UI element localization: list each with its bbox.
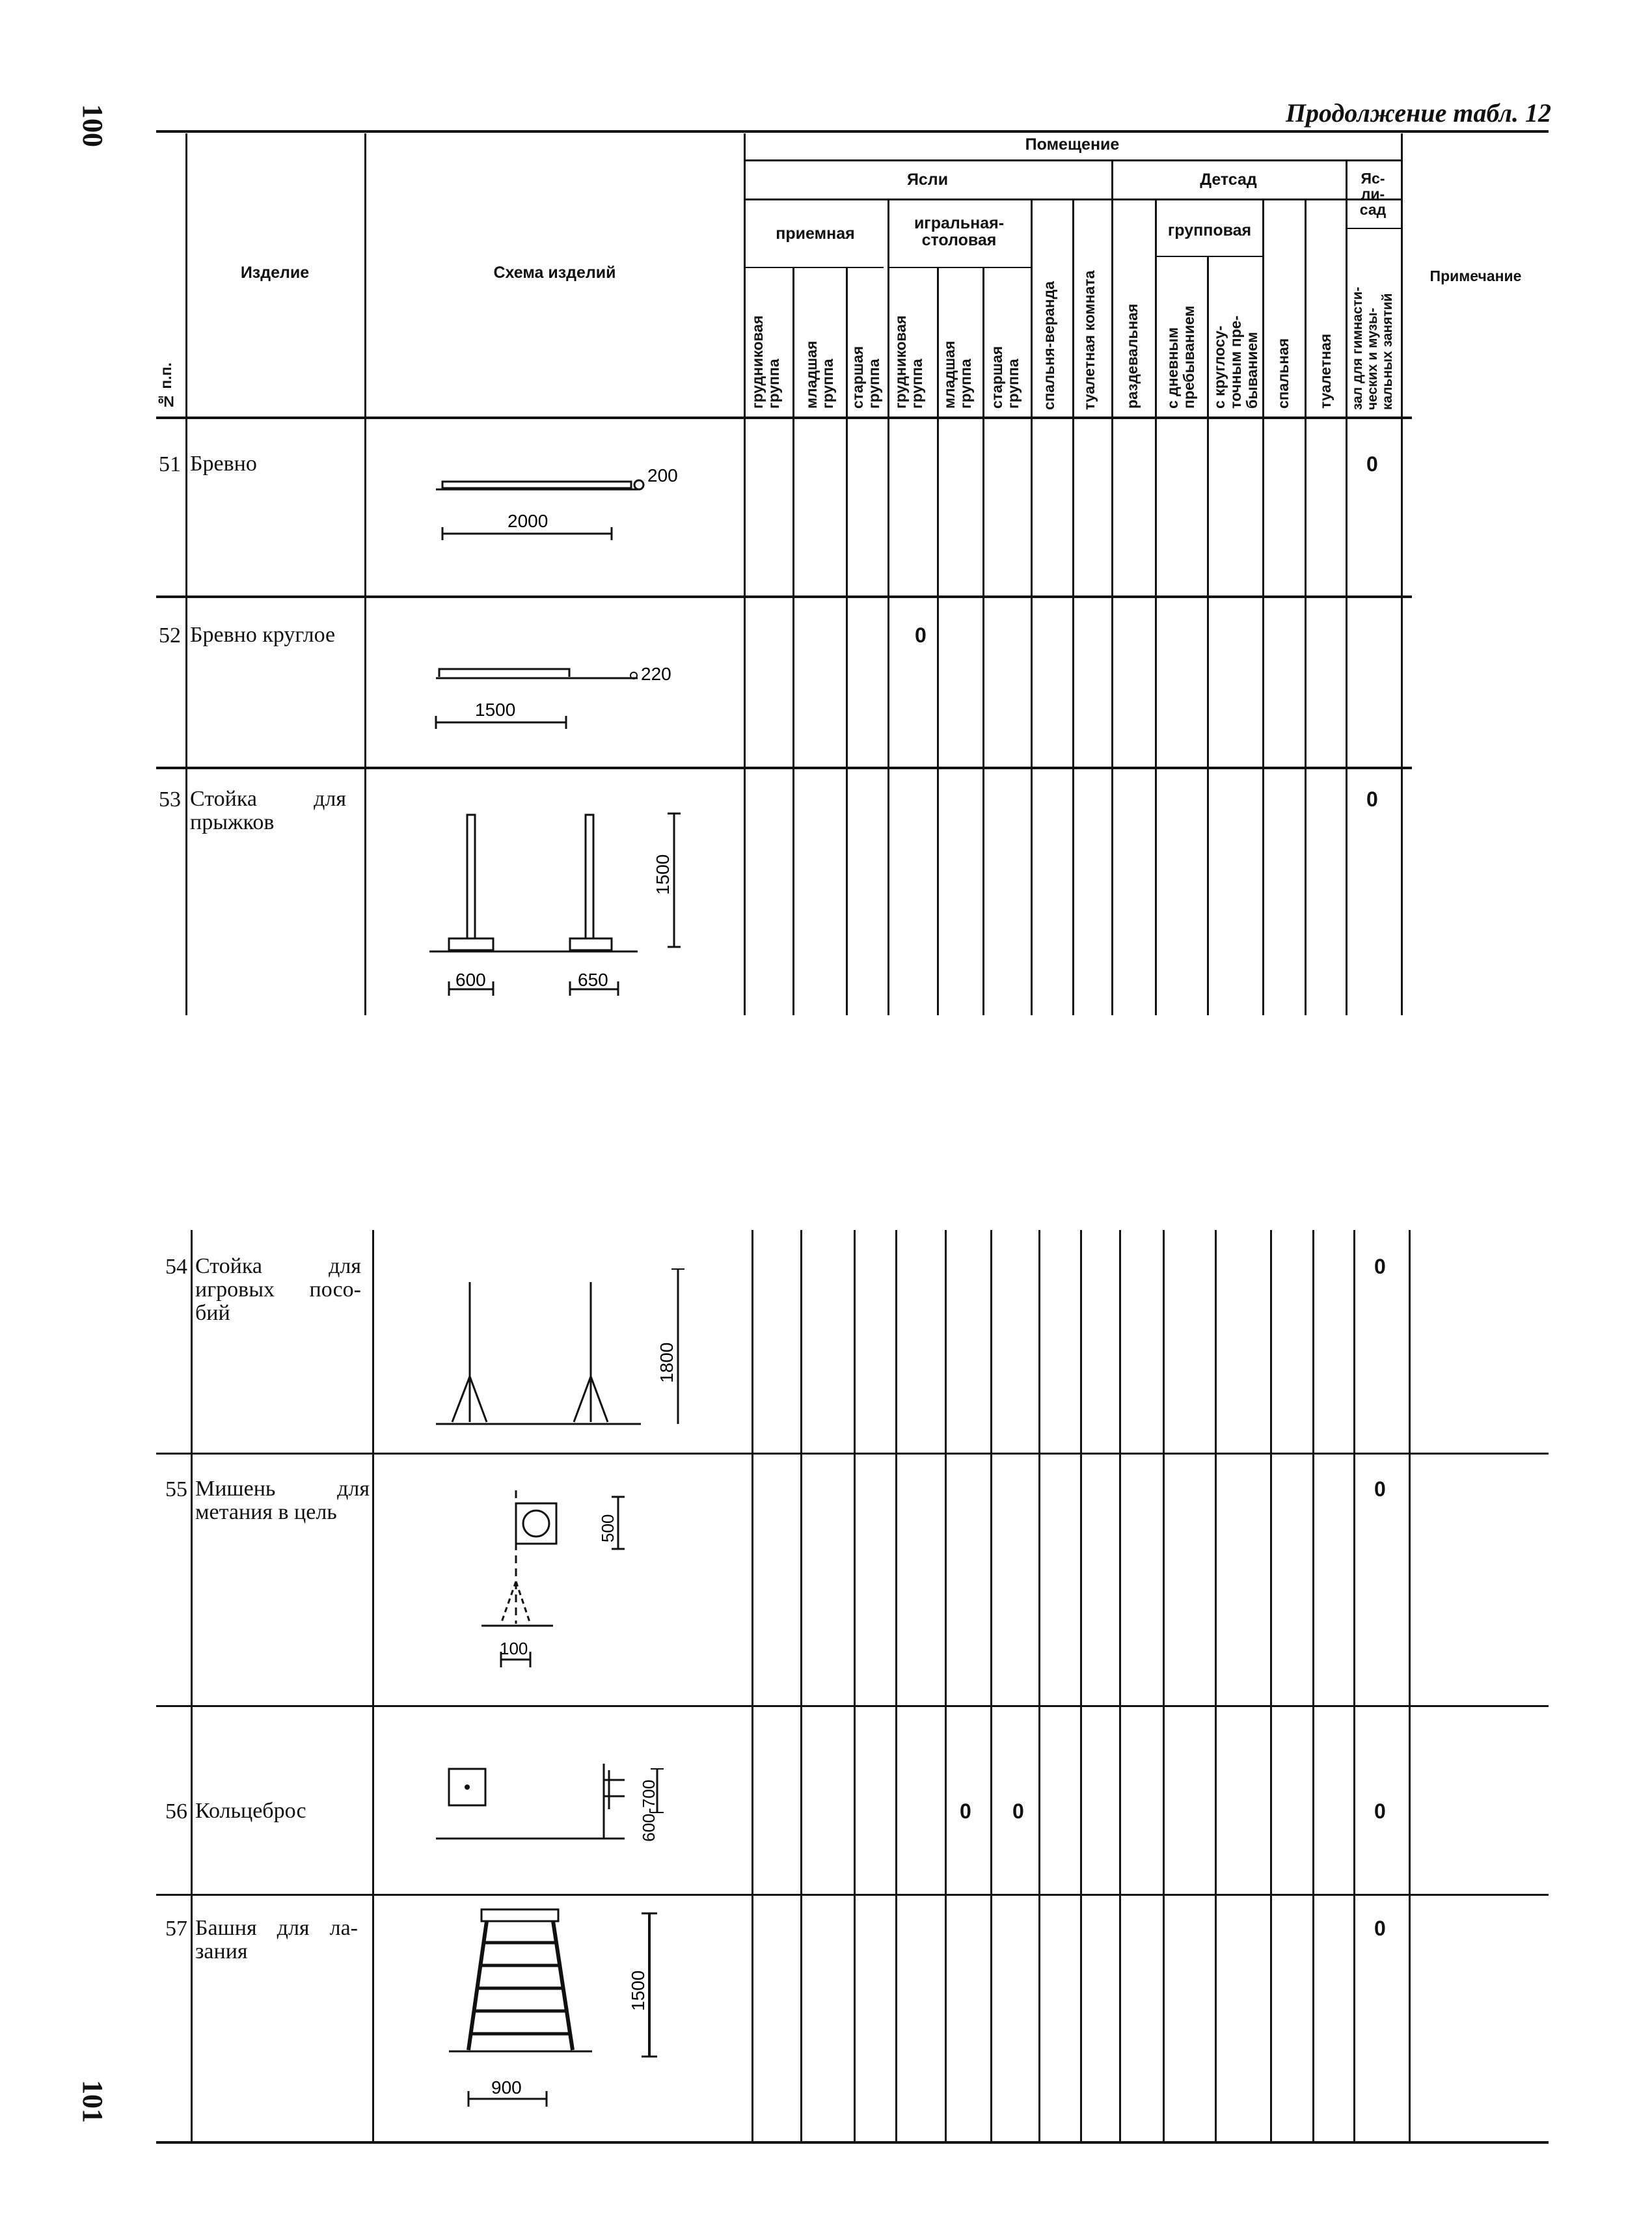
row-item-name: Стойка для прыжков <box>190 787 346 834</box>
header-col-scheme: Схема изделий <box>493 264 616 282</box>
subcol-2: младшая группа <box>803 340 836 409</box>
subcol-11: с круглосу- точным пре- быванием <box>1211 315 1260 409</box>
header-nursery-kg: Яс- ли- сад <box>1359 170 1387 218</box>
scheme-jump-stands-drawing <box>416 800 716 1009</box>
dim-diameter: 220 <box>641 664 671 684</box>
row-item-name: Бревно <box>190 452 257 476</box>
row-item-name: Стойка для игровых посо-бий <box>195 1254 361 1325</box>
row-number: 55 <box>165 1477 187 1501</box>
dim-diameter: 200 <box>647 465 678 485</box>
header-col-item: Изделие <box>240 264 310 282</box>
continuation-title: Продолжение табл. 12 <box>1285 98 1551 128</box>
row-mark: 0 <box>1374 1917 1386 1940</box>
row-mark: 0 <box>1366 452 1378 476</box>
row-number: 57 <box>165 1917 187 1941</box>
dim-height: 600-700 <box>639 1779 658 1842</box>
header-reception: приемная <box>776 225 855 243</box>
subcol-10: с дневным пребыванием <box>1164 305 1197 409</box>
header-kindergarten: Детсад <box>1200 171 1257 189</box>
dim-length: 1500 <box>475 700 516 720</box>
row-mark: 0 <box>1366 787 1378 811</box>
header-group-room: групповая <box>1167 221 1252 239</box>
row-mark: 0 <box>915 623 927 647</box>
row-number: 56 <box>165 1799 187 1824</box>
row-mark: 0 <box>1012 1799 1024 1823</box>
subcol-7: спальня-веранда <box>1040 281 1057 410</box>
row-number: 51 <box>159 452 181 476</box>
scheme-log-drawing <box>416 456 703 553</box>
top-page-number: 100 <box>77 104 109 147</box>
row-mark: 0 <box>1374 1255 1386 1278</box>
dim-height: 1500 <box>653 854 673 895</box>
dim-size: 500 <box>598 1514 617 1542</box>
subcol-14: зал для гимнасти- ческих и музы- кальных занятий <box>1350 286 1395 410</box>
row-item-name: Башня для ла-зания <box>195 1916 358 1963</box>
subcol-1: грудниковая группа <box>749 315 782 409</box>
row-number: 52 <box>159 623 181 648</box>
subcol-8: туалетная комната <box>1081 270 1098 410</box>
scheme-ring-toss-drawing <box>429 1744 729 1874</box>
row-item-name: Кольцеброс <box>195 1799 306 1823</box>
header-playroom: игральная- столовая <box>914 214 1005 249</box>
row-mark: 0 <box>960 1799 971 1823</box>
header-nursery: Ясли <box>906 171 949 189</box>
subcol-9: раздевальная <box>1124 303 1141 409</box>
row-mark: 0 <box>1374 1799 1386 1823</box>
subcol-5: младшая группа <box>941 340 974 409</box>
row-item-name: Мишень для метания в цель <box>195 1477 370 1524</box>
subcol-13: туалетная <box>1317 333 1334 409</box>
subcol-4: грудниковая группа <box>892 315 925 409</box>
subcol-6: старшая группа <box>988 346 1022 409</box>
dim-width: 900 <box>491 2077 522 2098</box>
row-item-name: Бревно круглое <box>190 623 336 647</box>
header-col-num: № п.п. <box>157 362 174 410</box>
scheme-climbing-tower-drawing <box>442 1900 703 2109</box>
row-mark: 0 <box>1374 1477 1386 1501</box>
dim-height: 1800 <box>657 1342 677 1383</box>
scheme-game-stands-drawing <box>423 1256 722 1445</box>
bottom-page-number: 101 <box>77 2080 109 2123</box>
dim-height: 1500 <box>628 1970 648 2011</box>
subcol-12: спальная <box>1275 338 1292 409</box>
dim-length: 2000 <box>508 511 548 531</box>
scheme-round-log-drawing <box>416 651 703 742</box>
subcol-3: старшая группа <box>849 346 882 409</box>
scheme-target-drawing <box>455 1477 677 1692</box>
dim-base1: 600 <box>455 970 486 990</box>
row-number: 54 <box>165 1255 187 1279</box>
row-number: 53 <box>159 787 181 812</box>
header-col-note: Примечание <box>1429 267 1522 284</box>
dim-base2: 650 <box>578 970 608 990</box>
header-room: Помещение <box>1025 135 1120 154</box>
dim-base: 100 <box>500 1639 528 1658</box>
